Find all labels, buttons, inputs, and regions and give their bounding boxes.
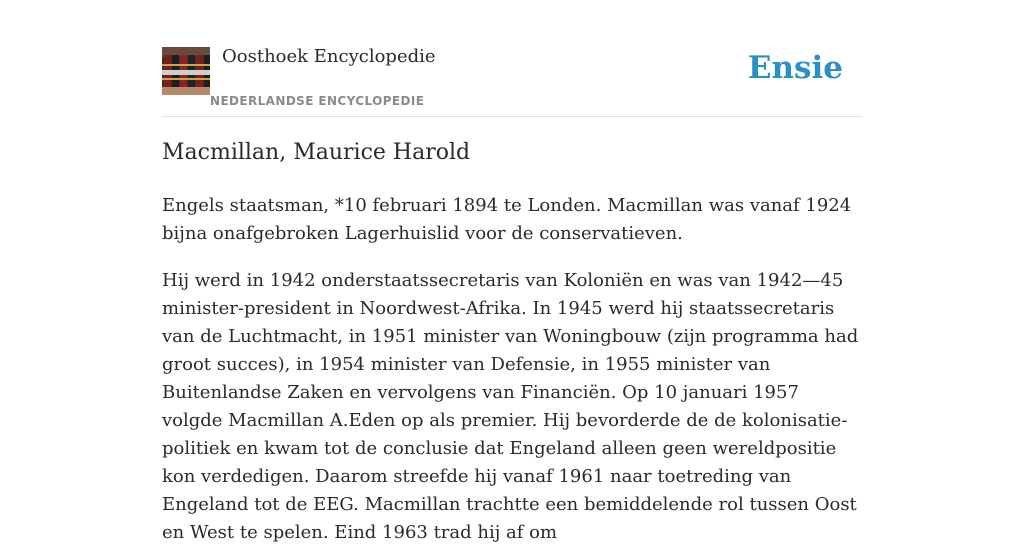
article-paragraph: Hij werd in 1942 onderstaatssecretaris van Koloniën en was van 1942—45 minister-president in Noordwest-Afrika. In 1945 werd hij staatssecretaris van de Luchtmacht, in 1951 minister van Woningbouw (zijn programma had groot succes), in 1954 minister van Defensie, in 1955 minister van Buitenlandse Zaken en vervolgens van Financiën. Op 10 januari 1957 volgde Macmillan A.Eden op als premier. Hij bevorderde de de kolonisatie-politiek en kwam tot de conclusie dat Engeland alleen geen wereldpositie kon verdedigen. Daarom streefde hij vanaf 1961 naar toetreding van Engeland tot de EEG. Macmillan trachtte een bemiddelende rol tussen Oost en West te spelen. Eind 1963 trad hij af om	[162, 270, 859, 543]
books-icon	[162, 47, 210, 95]
site-title[interactable]: Oosthoek Encyclopedie	[222, 46, 436, 67]
ensie-logo-link[interactable]: Ensie	[747, 50, 843, 86]
encyclopedia-books-avatar[interactable]	[162, 47, 210, 95]
article-title: Macmillan, Maurice Harold	[162, 140, 471, 165]
page-container	[162, 0, 862, 543]
site-subtitle: NEDERLANDSE ENCYCLOPEDIE	[210, 94, 425, 108]
site-header	[162, 0, 862, 117]
article-paragraph: Engels staatsman, *10 februari 1894 te Londen. Macmillan was vanaf 1924 bijna onafgebroken Lagerhuislid voor de conservatieven.	[162, 195, 852, 244]
